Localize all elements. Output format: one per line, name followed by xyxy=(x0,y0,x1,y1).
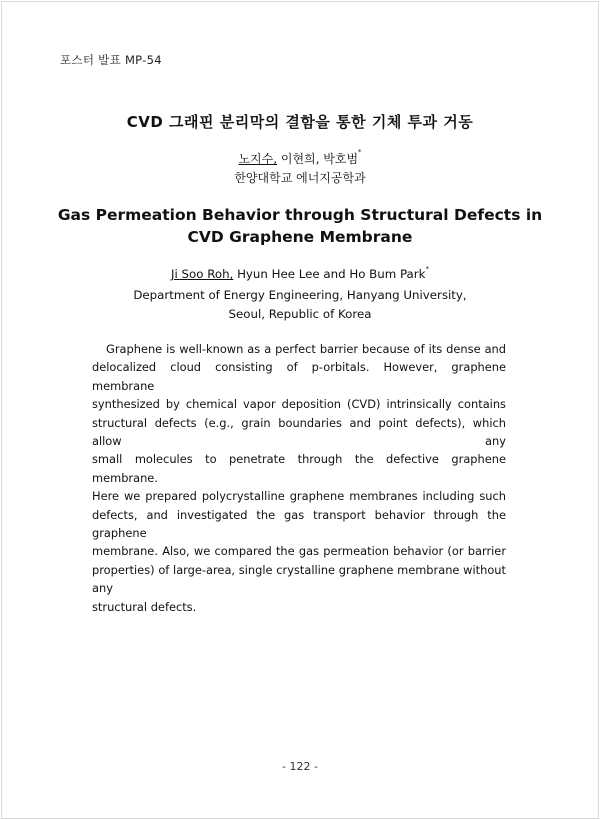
english-corresponding-mark: * xyxy=(425,265,429,273)
abstract-line: structural defects (e.g., grain boundaries and point defects), which allow any xyxy=(92,415,506,449)
korean-presenting-author: 노지수, xyxy=(238,152,278,166)
page-number: - 122 - xyxy=(282,760,318,773)
abstract-line: structural defects. xyxy=(92,599,197,614)
english-title-line: Gas Permeation Behavior through Structural Defects in xyxy=(57,206,543,224)
english-other-authors: Hyun Hee Lee and Ho Bum Park xyxy=(237,267,426,281)
abstract xyxy=(92,340,506,616)
english-authors xyxy=(0,267,600,281)
abstract-line: Here we prepared polycrystalline graphene membranes including such xyxy=(92,489,506,504)
abstract-line: small molecules to penetrate through the defective graphene membrane. xyxy=(92,452,506,485)
english-affiliation-line: Department of Energy Engineering, Hanyang University, xyxy=(133,288,467,302)
english-affiliation xyxy=(0,286,600,323)
korean-title: CVD 그래핀 분리막의 결함을 통한 기체 투과 거동 xyxy=(126,113,474,131)
korean-affiliation: 한양대학교 에너지공학과 xyxy=(234,171,366,185)
korean-authors xyxy=(0,150,600,167)
session-header: 포스터 발표 MP-54 xyxy=(60,53,162,67)
abstract-line: membrane. Also, we compared the gas permeation behavior (or barrier xyxy=(92,544,506,559)
korean-other-authors: 이현희, 박호범 xyxy=(280,152,359,166)
english-affiliation-line: Seoul, Republic of Korea xyxy=(228,306,372,321)
abstract-line: properties) of large-area, single crystalline graphene membrane without any xyxy=(92,562,506,596)
korean-corresponding-mark: * xyxy=(358,148,362,156)
abstract-line: synthesized by chemical vapor deposition (CVD) intrinsically contains xyxy=(92,397,506,412)
english-title-line: CVD Graphene Membrane xyxy=(187,228,413,246)
abstract-line: Graphene is well-known as a perfect barrier because of its dense and xyxy=(106,342,506,356)
abstract-line: delocalized cloud consisting of p-orbitals. However, graphene membrane xyxy=(92,360,506,393)
english-title xyxy=(0,204,600,248)
english-presenting-author: Ji Soo Roh, xyxy=(171,267,234,281)
abstract-line: defects, and investigated the gas transport behavior through the graphene xyxy=(92,507,506,541)
